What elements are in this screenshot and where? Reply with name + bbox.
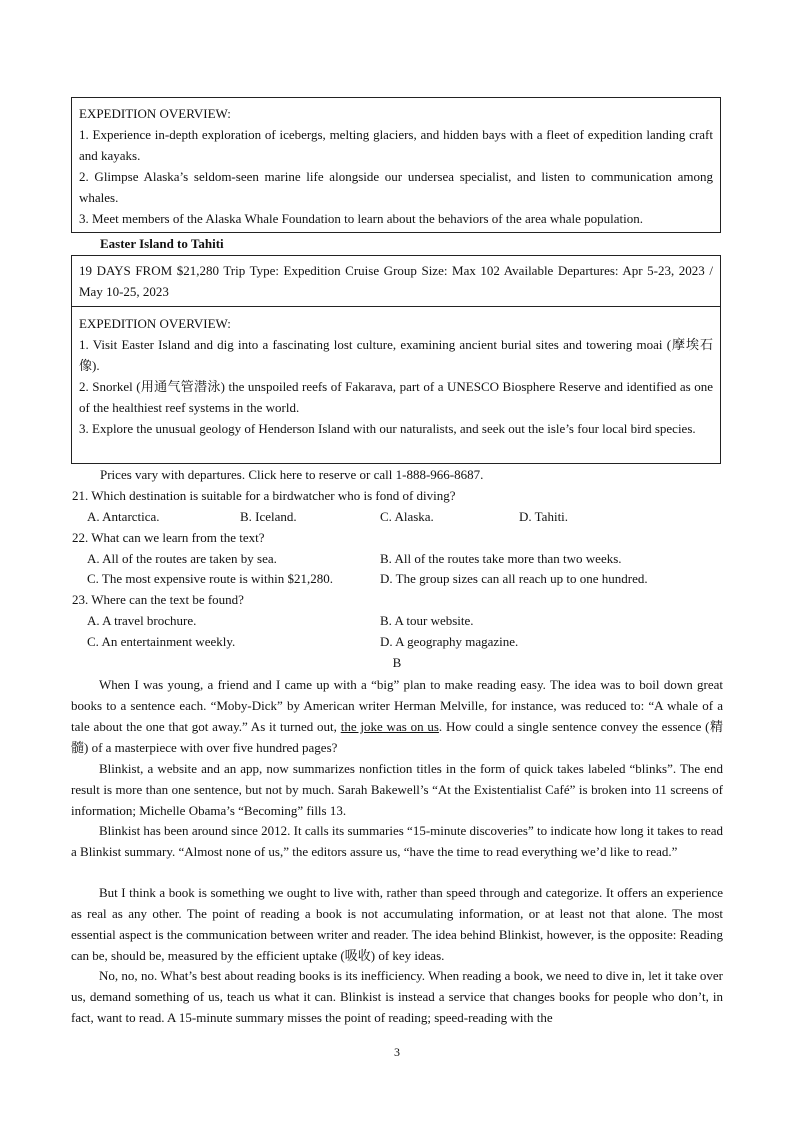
prices-line: Prices vary with departures. Click here to reserve or call 1-888-966-8687.	[100, 467, 484, 482]
passage-paragraph: No, no, no. What’s best about reading books is its inefficiency. When reading a book, we need to dive in, let it take over us, demand something of us, teach us what it can. Blinkist is instead a service that changes books for people who don’t, in fact, want to read. A 15-minute summary misses the point of reading; speed-reading with the	[71, 968, 723, 1025]
overview-item: 1. Experience in-depth exploration of icebergs, melting glaciers, and hidden bays with a fleet of expedition landing craft and kayaks.	[79, 127, 713, 163]
passage-paragraph	[71, 674, 723, 758]
question-option: A. A travel brochure.	[87, 613, 197, 628]
paragraph-text: . How could a single sentence convey the essence (精髓) of a masterpiece with over five hundred pages?	[71, 719, 723, 755]
overview-item: 3. Explore the unusual geology of Henderson Island with our naturalists, and seek out the isle’s four local bird species.	[79, 421, 696, 436]
overview-item: 1. Visit Easter Island and dig into a fascinating lost culture, examining ancient burial sites and towering moai (摩埃石像).	[79, 337, 713, 373]
question-option: A. Antarctica.	[87, 509, 160, 524]
page-number: 3	[394, 1045, 400, 1059]
section-label: B	[392, 655, 402, 670]
overview-item: 2. Snorkel (用通气管潜泳) the unspoiled reefs of Fakarava, part of a UNESCO Biosphere Reserve and identified as one of the healthiest reef systems in the world.	[79, 379, 713, 415]
question-option: D. Tahiti.	[519, 509, 569, 524]
question-option: B. A tour website.	[380, 613, 474, 628]
question-stem: 22. What can we learn from the text?	[72, 530, 265, 545]
passage-paragraph: Blinkist has been around since 2012. It calls its summaries “15-minute discoveries” to indicate how long it takes to read a Blinkist summary. “Almost none of us,” the editors assure us, “have the time to read everything we’d like to read.”	[71, 823, 723, 859]
tahiti-info-box	[71, 255, 721, 307]
underlined-phrase: the joke was on us	[340, 719, 439, 734]
paragraph-text: When I was young, a friend and I came up with a “big” plan to make reading easy. The idea was to boil down great books to a sentence each. “Moby-Dick” by American writer Herman Melville, for instance, was reduced to: “A whale of a tale about the one that got away.” As it turned out,	[71, 677, 723, 734]
question-option: C. An entertainment weekly.	[87, 634, 236, 649]
overview-title: EXPEDITION OVERVIEW:	[79, 316, 231, 331]
question-option: D. A geography magazine.	[380, 634, 519, 649]
question-option: B. Iceland.	[240, 509, 297, 524]
passage-paragraph: But I think a book is something we ought to live with, rather than speed through and categorize. It offers an experience as real as any other. The point of reading a book is not accumulating information, or at least not that alone. The most essential aspect is the communication between writer and reader. The idea behind Blinkist, however, is the opposite: Reading can be, should be, measured by the efficient uptake (吸收) of key ideas.	[71, 885, 723, 963]
question-stem: 21. Which destination is suitable for a birdwatcher who is fond of diving?	[72, 488, 456, 503]
question-option: A. All of the routes are taken by sea.	[87, 551, 277, 566]
trip-info: 19 DAYS FROM $21,280 Trip Type: Expedition Cruise Group Size: Max 102 Available Departures: Apr 5-23, 2023 / May 10-25, 2023	[79, 263, 713, 299]
overview-item: 3. Meet members of the Alaska Whale Foundation to learn about the behaviors of the area whale population.	[79, 211, 644, 226]
question-option: C. The most expensive route is within $21,280.	[87, 571, 334, 586]
passage-paragraph: Blinkist, a website and an app, now summarizes nonfiction titles in the form of quick takes labeled “blinks”. The end result is more than one sentence, but not by much. Sarah Bakewell’s “At the Existentialist Café” is broken into 11 screens of information; Michelle Obama’s “Becoming” fills 13.	[71, 761, 723, 818]
question-stem: 23. Where can the text be found?	[72, 592, 244, 607]
question-option: B. All of the routes take more than two weeks.	[380, 551, 622, 566]
overview-title: EXPEDITION OVERVIEW:	[79, 106, 231, 121]
route-heading: Easter Island to Tahiti	[100, 236, 224, 251]
alaska-overview-box	[71, 97, 721, 233]
question-option: D. The group sizes can all reach up to one hundred.	[380, 571, 648, 586]
overview-item: 2. Glimpse Alaska’s seldom-seen marine life alongside our undersea specialist, and listen to communication among whales.	[79, 169, 713, 205]
question-option: C. Alaska.	[380, 509, 434, 524]
tahiti-overview-box	[71, 306, 721, 464]
